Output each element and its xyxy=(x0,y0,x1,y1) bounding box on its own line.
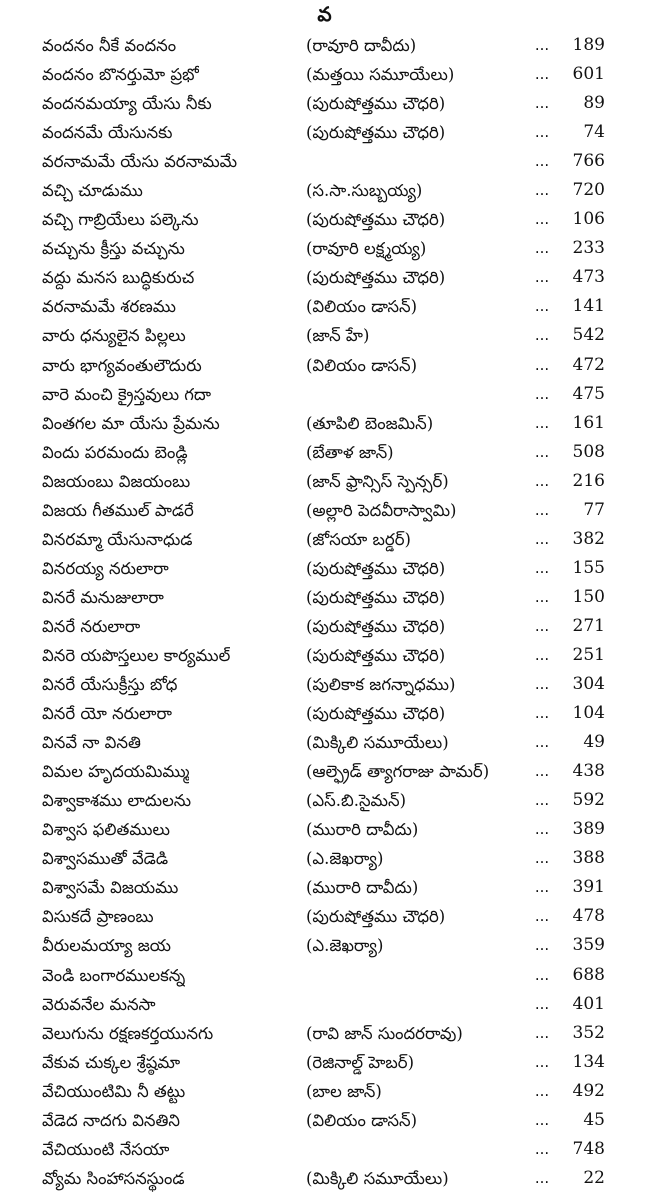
song-author: (పురుషోత్తము చౌధరి) xyxy=(306,907,446,927)
leader-dots: ... xyxy=(534,994,550,1013)
index-entry xyxy=(0,990,649,1019)
index-entry xyxy=(0,147,649,176)
song-title: వేడెద నాదగు వినతిని xyxy=(42,1110,181,1130)
leader-dots: ... xyxy=(534,907,550,926)
index-entry xyxy=(0,1077,649,1106)
leader-dots: ... xyxy=(534,1052,550,1071)
index-entry xyxy=(0,641,649,670)
leader-dots: ... xyxy=(534,558,550,577)
letter-heading: వ xyxy=(317,2,332,26)
leader-dots: ... xyxy=(534,1168,550,1187)
index-entry xyxy=(0,931,649,960)
song-title: వారె మంచి క్రైస్తవులు గదా xyxy=(42,384,212,404)
song-title: విశ్వాసముతో వేడెడి xyxy=(42,849,169,869)
page-number: 141 xyxy=(572,296,605,317)
song-title: వచ్చి గాబ్రియేలు పల్కెను xyxy=(42,210,199,230)
page-number: 438 xyxy=(572,761,605,782)
index-entry xyxy=(0,380,649,409)
song-title: వందనం బొనర్తుమో ప్రభో xyxy=(42,65,199,85)
page-number: 45 xyxy=(583,1109,605,1130)
leader-dots: ... xyxy=(534,1023,550,1042)
song-author: (రెజినాల్డ్ హెబర్) xyxy=(306,1052,415,1072)
leader-dots: ... xyxy=(534,587,550,606)
song-title: వరనామమే శరణము xyxy=(42,297,176,317)
song-author: (మత్తయి సమూయేలు) xyxy=(306,65,455,85)
page-number: 77 xyxy=(583,499,605,520)
song-title: వినరయ్య నరులారా xyxy=(42,558,169,578)
leader-dots: ... xyxy=(534,704,550,723)
song-author: (స.సా.సుబ్బయ్య) xyxy=(306,181,423,201)
page-number: 161 xyxy=(572,412,605,433)
index-entry xyxy=(0,292,649,321)
index-entry xyxy=(0,496,649,525)
page-number: 155 xyxy=(572,557,605,578)
page-number: 748 xyxy=(572,1138,605,1159)
leader-dots: ... xyxy=(534,239,550,258)
page-number: 189 xyxy=(572,35,605,55)
page-number: 49 xyxy=(583,732,605,753)
song-author: (పురుషోత్తము చౌధరి) xyxy=(306,645,446,665)
index-entry xyxy=(0,961,649,990)
song-title: వెలుగును రక్షణకర్తయునగు xyxy=(42,1023,214,1043)
song-author: (మురారి దావీదు) xyxy=(306,878,419,898)
song-author: (విలియం డాసన్) xyxy=(306,1110,418,1130)
page-number: 251 xyxy=(572,644,605,665)
index-entry xyxy=(0,757,649,786)
page-number: 359 xyxy=(572,935,605,956)
index-entry xyxy=(0,1106,649,1135)
song-author: (బాల జాన్) xyxy=(306,1081,382,1101)
index-entry xyxy=(0,205,649,234)
song-author: (విలియం డాసన్) xyxy=(306,297,418,317)
song-title: వందనమే యేసునకు xyxy=(42,123,173,143)
page-number: 475 xyxy=(572,383,605,404)
song-author: (పురుషోత్తము చౌధరి) xyxy=(306,558,446,578)
leader-dots: ... xyxy=(534,210,550,229)
index-entry xyxy=(0,1019,649,1048)
song-author: (పురుషోత్తము చౌధరి) xyxy=(306,616,446,636)
page-number: 389 xyxy=(572,819,605,840)
song-title: వేచియుంటిమి నీ తట్టు xyxy=(42,1081,186,1101)
index-list xyxy=(0,31,649,1193)
page-number: 104 xyxy=(572,703,605,724)
leader-dots: ... xyxy=(534,1139,550,1158)
song-title: విశ్వాస ఫలితములు xyxy=(42,820,170,840)
song-title: వెరువనేల మనసా xyxy=(42,994,156,1014)
song-author: (జాన్ ఫ్రాన్సిస్ స్పెన్సర్) xyxy=(306,471,449,491)
song-author: (రావూరి లక్ష్మయ్య) xyxy=(306,239,427,259)
page-number: 688 xyxy=(572,964,605,985)
leader-dots: ... xyxy=(534,500,550,519)
leader-dots: ... xyxy=(534,326,550,345)
song-title: వినరే యో నరులారా xyxy=(42,704,172,724)
leader-dots: ... xyxy=(534,733,550,752)
song-title: వేకువ చుక్కల శ్రేష్ఠమా xyxy=(42,1052,181,1072)
leader-dots: ... xyxy=(534,820,550,839)
index-entry xyxy=(0,525,649,554)
song-title: వందనమయ్యా యేసు నీకు xyxy=(42,94,212,114)
index-entry xyxy=(0,554,649,583)
song-title: వినరే మనుజులారా xyxy=(42,587,164,607)
song-title: వచ్చును క్రీస్తు వచ్చును xyxy=(42,239,185,259)
index-entry xyxy=(0,321,649,350)
song-title: విజయంబు విజయంబు xyxy=(42,471,191,491)
page-number: 382 xyxy=(572,528,605,549)
song-author: (పురుషోత్తము చౌధరి) xyxy=(306,210,446,230)
leader-dots: ... xyxy=(534,762,550,781)
song-title: విశ్వాసమే విజయము xyxy=(42,878,179,898)
leader-dots: ... xyxy=(534,355,550,374)
song-author: (పురుషోత్తము చౌధరి) xyxy=(306,123,446,143)
leader-dots: ... xyxy=(534,94,550,113)
song-title: వచ్చి చూడుము xyxy=(42,181,143,201)
leader-dots: ... xyxy=(534,878,550,897)
page-number: 508 xyxy=(572,441,605,462)
song-title: వద్దు మనస బుద్ధికురుచ xyxy=(42,268,195,288)
index-entry xyxy=(0,409,649,438)
page-number: 473 xyxy=(572,267,605,288)
page-number: 304 xyxy=(572,674,605,695)
song-title: వినరే యేసుక్రీస్తు బోధ xyxy=(42,675,178,695)
song-author: (ఎస్.బి.సైమన్) xyxy=(306,791,407,811)
leader-dots: ... xyxy=(534,1110,550,1129)
song-author: (ఎ.జెఖర్యా) xyxy=(306,849,384,869)
index-entry xyxy=(0,31,649,60)
page-number: 388 xyxy=(572,848,605,869)
song-author: (జాన్ హే) xyxy=(306,326,370,346)
page-number: 216 xyxy=(572,470,605,491)
leader-dots: ... xyxy=(534,616,550,635)
song-title: వీరులమయ్యా జయ xyxy=(42,936,171,956)
index-entry xyxy=(0,728,649,757)
leader-dots: ... xyxy=(534,384,550,403)
index-entry xyxy=(0,89,649,118)
page-number: 106 xyxy=(572,209,605,230)
song-author: (తూపిలి బెంజమిన్) xyxy=(306,413,434,433)
page-number: 542 xyxy=(572,325,605,346)
leader-dots: ... xyxy=(534,36,550,54)
song-title: విమల హృదయమిమ్ము xyxy=(42,762,190,782)
leader-dots: ... xyxy=(534,123,550,142)
page-number: 472 xyxy=(572,354,605,375)
page-number: 601 xyxy=(572,64,605,85)
song-author: (జోసయా బర్డర్) xyxy=(306,529,411,549)
page-number: 150 xyxy=(572,586,605,607)
index-entry xyxy=(0,786,649,815)
leader-dots: ... xyxy=(534,442,550,461)
index-entry xyxy=(0,60,649,89)
index-entry xyxy=(0,1164,649,1193)
song-title: వెండి బంగారములకన్న xyxy=(42,965,186,985)
page-number: 720 xyxy=(572,180,605,201)
song-author: (పురుషోత్తము చౌధరి) xyxy=(306,268,446,288)
page-number: 592 xyxy=(572,790,605,811)
song-author: (విలియం డాసన్) xyxy=(306,355,418,375)
song-title: వరనామమే యేసు వరనామమే xyxy=(42,152,238,172)
song-title: విశ్వాకాశము లాదులను xyxy=(42,791,192,811)
leader-dots: ... xyxy=(534,675,550,694)
song-author: (పురుషోత్తము చౌధరి) xyxy=(306,94,446,114)
page-number: 271 xyxy=(572,615,605,636)
song-title: విసుకదే ప్రాణంబు xyxy=(42,907,154,927)
index-entry xyxy=(0,583,649,612)
leader-dots: ... xyxy=(534,1081,550,1100)
page-number: 478 xyxy=(572,906,605,927)
index-entry xyxy=(0,699,649,728)
leader-dots: ... xyxy=(534,529,550,548)
song-title: వేచియుంటి నేసయా xyxy=(42,1139,170,1159)
index-entry xyxy=(0,873,649,902)
leader-dots: ... xyxy=(534,152,550,171)
song-title: విజయ గీతముల్ పాడరే xyxy=(42,500,194,520)
song-title: వినరే నరులారా xyxy=(42,616,141,636)
page-number: 233 xyxy=(572,238,605,259)
song-title: వారు ధన్యులైన పిల్లలు xyxy=(42,326,186,346)
index-entry xyxy=(0,118,649,147)
song-title: వినరమ్మా యేసునాధుడ xyxy=(42,529,193,549)
index-entry xyxy=(0,351,649,380)
song-author: (ఆల్ఫ్రెడ్ త్యాగరాజు పామర్) xyxy=(306,762,490,782)
leader-dots: ... xyxy=(534,645,550,664)
song-title: వందనం నీకే వందనం xyxy=(42,36,177,55)
index-entry xyxy=(0,844,649,873)
song-author: (మిక్కిలి సమూయేలు) xyxy=(306,1168,449,1188)
index-entry xyxy=(0,234,649,263)
leader-dots: ... xyxy=(534,791,550,810)
index-entry xyxy=(0,902,649,931)
index-entry xyxy=(0,815,649,844)
song-author: (పురుషోత్తము చౌధరి) xyxy=(306,704,446,724)
song-author: (మురారి దావీదు) xyxy=(306,820,419,840)
page-number: 401 xyxy=(572,993,605,1014)
page-number: 22 xyxy=(583,1167,605,1188)
index-entry xyxy=(0,176,649,205)
leader-dots: ... xyxy=(534,849,550,868)
page-number: 352 xyxy=(572,1022,605,1043)
page-number: 391 xyxy=(572,877,605,898)
page-number: 89 xyxy=(583,93,605,114)
song-title: విందు పరమందు బెండ్లి xyxy=(42,442,188,462)
leader-dots: ... xyxy=(534,936,550,955)
page-number: 766 xyxy=(572,151,605,172)
song-author: (రావి జాన్ సుందరరావు) xyxy=(306,1023,463,1043)
index-entry xyxy=(0,467,649,496)
index-entry xyxy=(0,1135,649,1164)
song-title: వినవే నా వినతి xyxy=(42,733,141,753)
song-author: (పులికాక జగన్నాధము) xyxy=(306,675,456,695)
song-title: వ్యోమ సింహాసనస్థుండ xyxy=(42,1168,185,1188)
song-author: (రావూరి దావీదు) xyxy=(306,36,417,55)
leader-dots: ... xyxy=(534,413,550,432)
leader-dots: ... xyxy=(534,181,550,200)
leader-dots: ... xyxy=(534,471,550,490)
index-entry xyxy=(0,612,649,641)
leader-dots: ... xyxy=(534,965,550,984)
song-title: వింతగల మా యేసు ప్రేమను xyxy=(42,413,220,433)
index-entry xyxy=(0,670,649,699)
index-entry xyxy=(0,263,649,292)
song-title: వారు భాగ్యవంతులౌదురు xyxy=(42,355,202,375)
page-number: 492 xyxy=(572,1080,605,1101)
leader-dots: ... xyxy=(534,297,550,316)
leader-dots: ... xyxy=(534,268,550,287)
song-title: వినరె యపొస్తలుల కార్యముల్ xyxy=(42,645,231,665)
song-author: (అల్లారి పెదవీరాస్వామి) xyxy=(306,500,457,520)
index-entry xyxy=(0,1048,649,1077)
page-number: 74 xyxy=(583,122,605,143)
song-author: (బేతాళ జాన్) xyxy=(306,442,394,462)
song-author: (మిక్కిలి సమూయేలు) xyxy=(306,733,449,753)
leader-dots: ... xyxy=(534,65,550,84)
song-author: (ఎ.జెఖర్యా) xyxy=(306,936,384,956)
song-author: (పురుషోత్తము చౌధరి) xyxy=(306,587,446,607)
index-entry xyxy=(0,438,649,467)
page-number: 134 xyxy=(572,1051,605,1072)
